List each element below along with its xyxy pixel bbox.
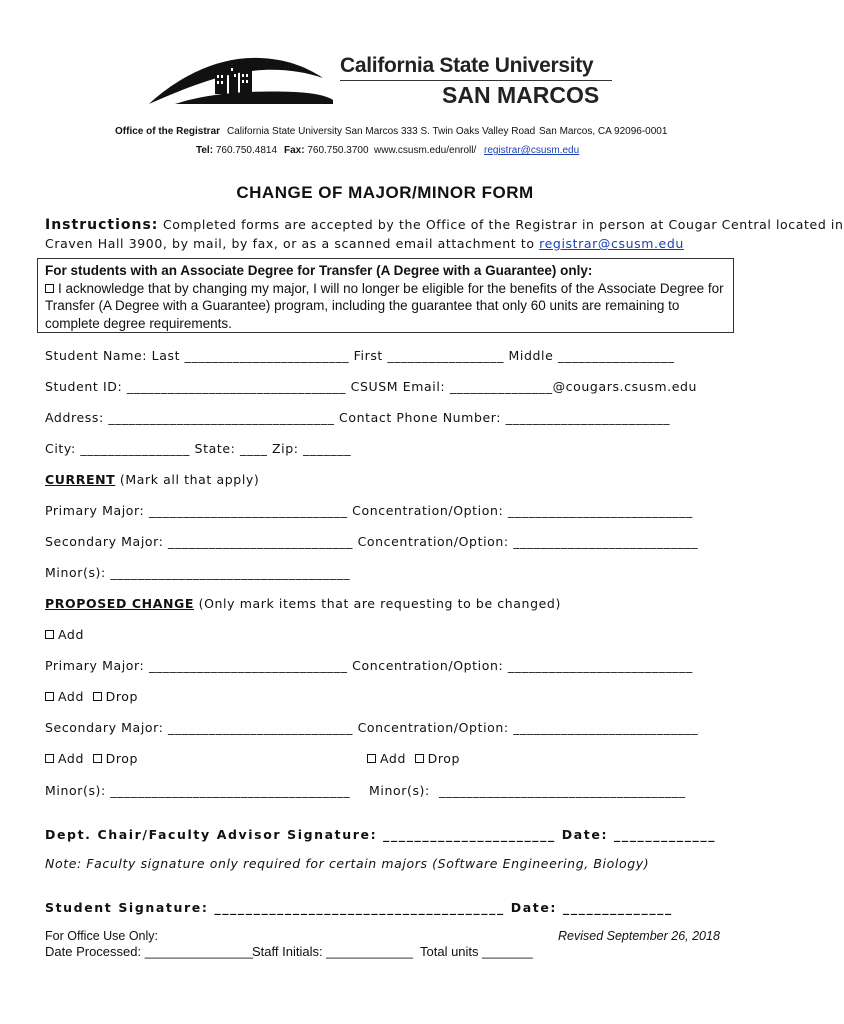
adt-acknowledgement — [45, 280, 725, 333]
adt-ack-text: I acknowledge that by changing my major, I will no longer be eligible for the benefits of the Associate Degree for Transfer (A Degree with a Guarantee) program, including the guarantee that only 60 units are remaining to complete degree requirements. — [45, 280, 724, 331]
current-primary-major-line[interactable]: Primary Major: _____________________________ Concentration/Option: ___________________________ — [45, 503, 693, 518]
student-name-line[interactable]: Student Name: Last ________________________ First _________________ Middle _________________ — [45, 348, 675, 363]
adt-heading: For students with an Associate Degree for Transfer (A Degree with a Guarantee) only: — [45, 263, 593, 278]
proposed-secondary-major-line[interactable]: Secondary Major: ___________________________ Concentration/Option: ___________________________ — [45, 720, 699, 735]
adt-notice — [45, 262, 725, 332]
current-section-heading — [45, 472, 259, 487]
proposed-note: (Only mark items that are requesting to be changed) — [194, 596, 561, 611]
office-use-label: For Office Use Only: — [45, 929, 158, 943]
proposed-section-heading — [45, 596, 561, 611]
minor2-add-label: Add — [380, 751, 407, 766]
address-line[interactable]: Address: _________________________________ Contact Phone Number: ________________________ — [45, 410, 671, 425]
advisor-signature-line[interactable]: Dept. Chair/Faculty Advisor Signature: ______________________ Date: _____________ — [45, 827, 717, 842]
student-id-line[interactable]: Student ID: ________________________________ CSUSM Email: _______________@cougars.csusm.edu — [45, 379, 698, 394]
instructions-label: Instructions: — [45, 217, 159, 233]
current-minor-line[interactable]: Minor(s): ___________________________________ — [45, 565, 351, 580]
fax-number: 760.750.3700 — [307, 145, 369, 156]
instructions-line-1 — [45, 217, 844, 233]
city-state-zip-line[interactable]: City: ________________ State: ____ Zip: _______ — [45, 441, 352, 456]
fax-label: Fax: — [284, 145, 305, 156]
date-processed-line[interactable]: Date Processed: _______________ — [45, 944, 254, 959]
instructions-text-2: Craven Hall 3900, by mail, by fax, or as a scanned email attachment to — [45, 236, 540, 251]
minor1-drop-label: Drop — [105, 751, 139, 766]
secondary-add-checkbox[interactable] — [45, 692, 54, 701]
form-title: CHANGE OF MAJOR/MINOR FORM — [236, 183, 534, 202]
primary-add-label: Add — [58, 627, 85, 642]
secondary-add-label: Add — [58, 689, 85, 704]
secondary-add-drop-options — [45, 689, 138, 704]
tel-label: Tel: — [196, 145, 214, 156]
minor1-add-label: Add — [58, 751, 85, 766]
instructions-email-link[interactable]: registrar@csusm.edu — [539, 236, 684, 251]
proposed-minor-line-2[interactable]: Minor(s): ____________________________________ — [369, 783, 686, 798]
adt-checkbox[interactable] — [45, 284, 54, 293]
instructions-line-2 — [45, 236, 684, 251]
instructions-text-1: Completed forms are accepted by the Office of the Registrar in person at Cougar Central located in — [158, 217, 844, 232]
fax-info — [284, 145, 369, 156]
minor1-add-drop-options — [45, 751, 138, 766]
current-secondary-major-line[interactable]: Secondary Major: ___________________________ Concentration/Option: ___________________________ — [45, 534, 699, 549]
phone-info — [196, 145, 277, 156]
street-address: 333 S. Twin Oaks Valley Road — [401, 126, 536, 137]
minor2-drop-label: Drop — [427, 751, 461, 766]
city-zip: San Marcos, CA 92096-0001 — [539, 126, 668, 137]
header-rule — [340, 80, 612, 81]
current-note: (Mark all that apply) — [115, 472, 260, 487]
student-signature-line[interactable]: Student Signature: _____________________________________ Date: ______________ — [45, 900, 673, 915]
secondary-drop-label: Drop — [105, 689, 139, 704]
minor2-add-drop-options — [367, 751, 460, 766]
secondary-drop-checkbox[interactable] — [93, 692, 102, 701]
campus-full-name: California State University San Marcos — [227, 126, 399, 137]
university-name: California State University — [340, 54, 594, 77]
website-link[interactable]: www.csusm.edu/enroll/ — [374, 145, 477, 156]
primary-add-checkbox[interactable] — [45, 630, 54, 639]
proposed-primary-major-line[interactable]: Primary Major: _____________________________ Concentration/Option: ___________________________ — [45, 658, 693, 673]
minor1-add-checkbox[interactable] — [45, 754, 54, 763]
revised-date: Revised September 26, 2018 — [558, 929, 720, 943]
csusm-logo-image — [145, 50, 335, 108]
office-name: Office of the Registrar — [115, 126, 221, 137]
current-label: CURRENT — [45, 472, 116, 487]
primary-add-option[interactable] — [45, 627, 84, 642]
faculty-signature-note: Note: Faculty signature only required for certain majors (Software Engineering, Biology) — [45, 856, 650, 871]
registrar-email-link[interactable]: registrar@csusm.edu — [484, 145, 580, 156]
proposed-label: PROPOSED CHANGE — [45, 596, 195, 611]
proposed-minor-line-1[interactable]: Minor(s): ___________________________________ — [45, 783, 351, 798]
minor1-drop-checkbox[interactable] — [93, 754, 102, 763]
staff-initials-line[interactable]: Staff Initials: ____________ — [252, 944, 413, 959]
tel-number: 760.750.4814 — [215, 145, 277, 156]
minor2-add-checkbox[interactable] — [367, 754, 376, 763]
minor2-drop-checkbox[interactable] — [415, 754, 424, 763]
campus-name: SAN MARCOS — [442, 82, 600, 108]
total-units-line[interactable]: Total units _______ — [420, 944, 533, 959]
